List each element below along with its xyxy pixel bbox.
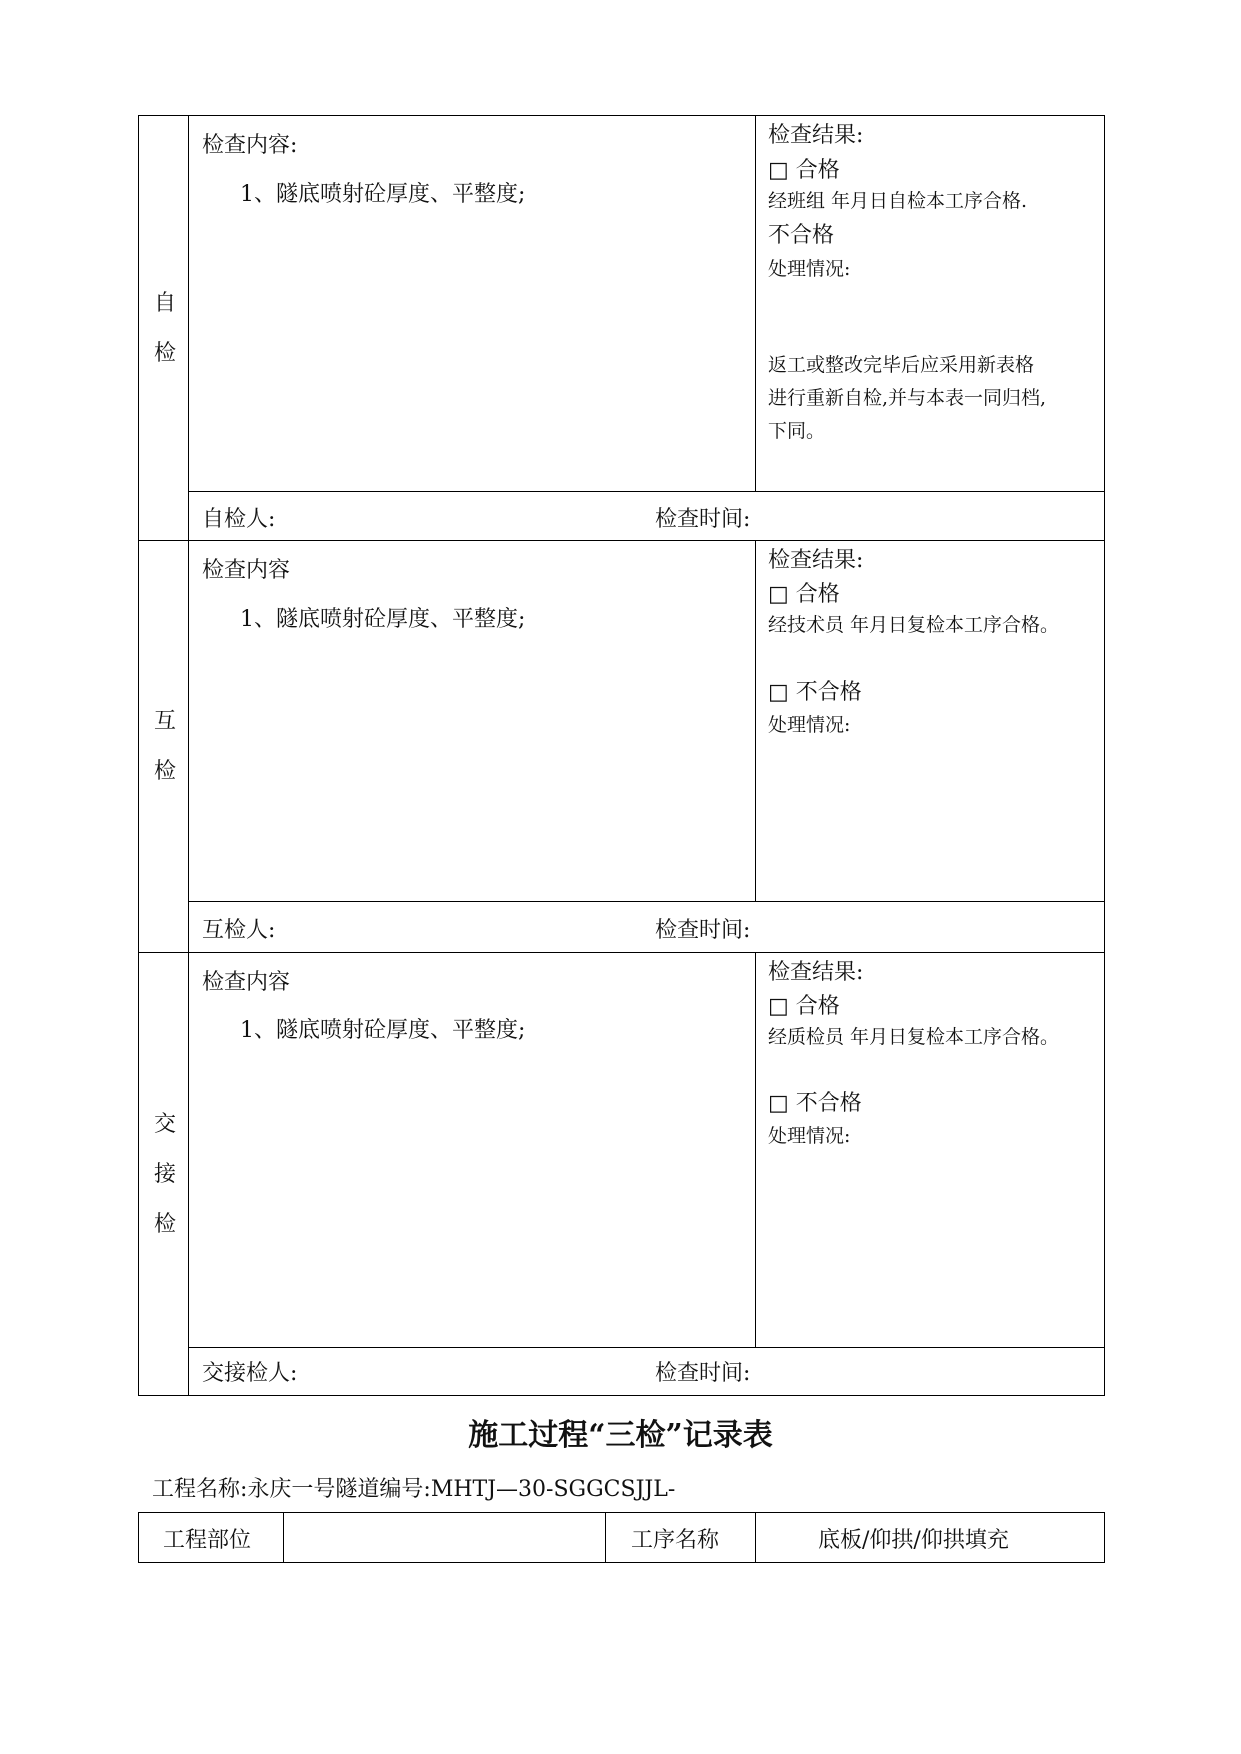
process-name-label: 工序名称 — [631, 1528, 720, 1553]
section1-fail-label: 不合格 — [768, 223, 835, 248]
project-info-line: 工程名称:永庆一号隧道编号:MHTJ—30-SGGCSJJL- — [152, 1477, 676, 1502]
section1-content-title: 检查内容: — [202, 133, 298, 158]
section2-content-title: 检查内容 — [202, 558, 291, 583]
section3-fail-checkbox[interactable]: □ 不合格 — [768, 1091, 862, 1116]
section2-column-divider — [755, 540, 756, 901]
section1-note-line3: 下同。 — [768, 420, 826, 442]
section1-label: 自 检 — [153, 291, 176, 366]
section3-time: 检查时间: — [655, 1361, 751, 1386]
section2-pass-note: 经技术员 年月日复检本工序合格。 — [768, 614, 1060, 636]
section1-note-line1: 返工或整改完毕后应采用新表格 — [768, 354, 1035, 376]
section1-signature-line — [188, 491, 1105, 492]
section2-fail-checkbox[interactable]: □ 不合格 — [768, 680, 862, 705]
section3-check-item: 1、隧底喷射砼厚度、平整度; — [240, 1018, 526, 1043]
section3-pass-note: 经质检员 年月日复检本工序合格。 — [768, 1026, 1060, 1048]
section3-content-title: 检查内容 — [202, 970, 291, 995]
section1-pass-checkbox[interactable]: □ 合格 — [768, 158, 840, 183]
label-column-divider — [188, 115, 189, 1396]
section3-column-divider — [755, 952, 756, 1347]
section3-signature-line — [188, 1347, 1105, 1348]
section1-pass-note: 经班组 年月日自检本工序合格. — [768, 190, 1028, 212]
section3-pass-checkbox[interactable]: □ 合格 — [768, 994, 840, 1019]
header-divider-1 — [283, 1512, 284, 1563]
header-divider-3 — [755, 1512, 756, 1563]
section1-check-item: 1、隧底喷射砼厚度、平整度; — [240, 182, 526, 207]
section3-person: 交接检人: — [202, 1361, 298, 1386]
section2-time: 检查时间: — [655, 918, 751, 943]
section2-handling: 处理情况: — [768, 714, 851, 736]
section2-label: 互 检 — [153, 709, 176, 784]
inspection-table — [138, 115, 1105, 1396]
section2-result-title: 检查结果: — [768, 548, 864, 573]
section3-handling: 处理情况: — [768, 1125, 851, 1147]
section2-pass-checkbox[interactable]: □ 合格 — [768, 582, 840, 607]
section-divider-1 — [138, 540, 1105, 541]
project-part-label: 工程部位 — [163, 1528, 252, 1553]
section1-person: 自检人: — [202, 507, 276, 532]
section2-check-item: 1、隧底喷射砼厚度、平整度; — [240, 607, 526, 632]
process-name-value: 底板/仰拱/仰拱填充 — [818, 1528, 1009, 1553]
project-part-value[interactable] — [300, 1523, 590, 1551]
header-divider-2 — [605, 1512, 606, 1563]
section1-note-line2: 进行重新自检,并与本表一同归档, — [768, 387, 1047, 409]
section1-handling: 处理情况: — [768, 258, 851, 280]
section1-result-title: 检查结果: — [768, 123, 864, 148]
section1-column-divider — [755, 115, 756, 491]
section3-label: 交 接 检 — [153, 1112, 176, 1237]
section-divider-2 — [138, 952, 1105, 953]
section1-time: 检查时间: — [655, 507, 751, 532]
section3-result-title: 检查结果: — [768, 960, 864, 985]
section2-signature-line — [188, 901, 1105, 902]
section2-person: 互检人: — [202, 918, 276, 943]
form-title: 施工过程“三检”记录表 — [468, 1418, 773, 1453]
